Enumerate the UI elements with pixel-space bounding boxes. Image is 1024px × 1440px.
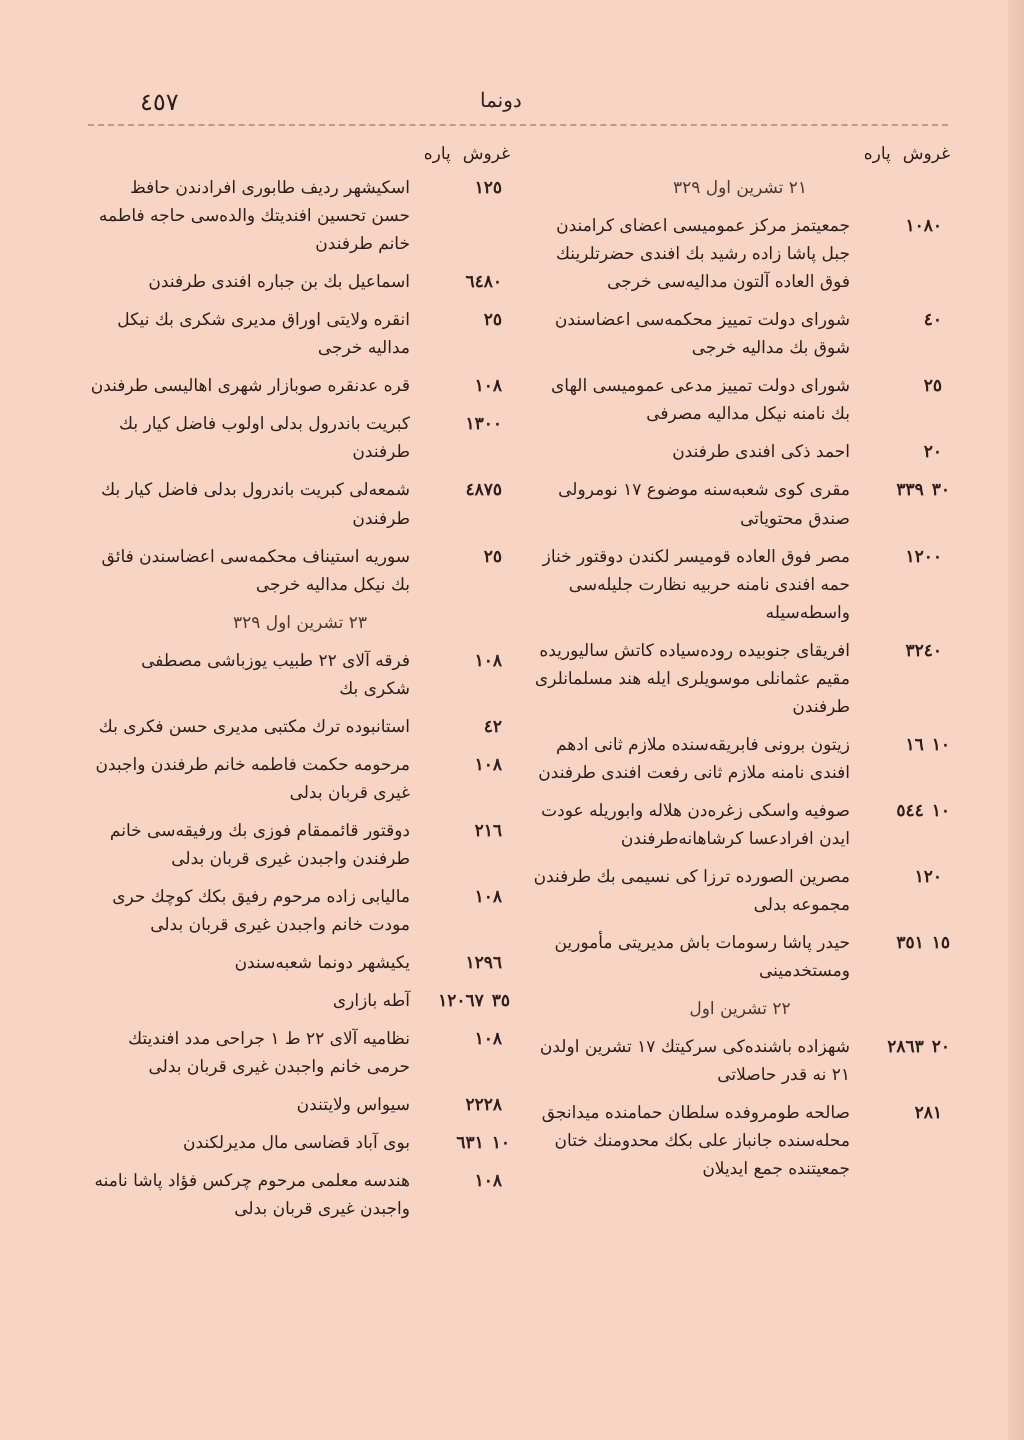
ledger-entry [90,1025,510,1081]
amount-cell [864,212,950,240]
amount-cell [424,647,510,675]
amount-cell [424,713,510,741]
entry-text: مقرى كوى شعبه‌سنه موضوع ١٧ نومرولى صندق محتوياتى [558,480,850,529]
entry-text: ماليابى زاده مرحوم رفيق بكك كوچك حرى مودت خانم واجبدن غيرى قربان بدلى [112,887,410,936]
entry-text: شمعه‌لى كبريت باندرول بدلى فاضل كيار بك طرفندن [101,480,410,529]
amount-cell [864,438,950,466]
amount-cell [864,476,950,504]
kurus-amount: ١٠٨ [474,650,502,671]
kurus-amount: ١٠٨٠ [905,216,942,237]
ledger-entry [90,647,510,703]
ledger-entry [90,1129,510,1157]
kurus-amount: ١٢٥ [474,178,502,199]
ledger-entry [90,949,510,977]
ledger-entry [530,476,950,532]
kurus-amount: ٢٥ [483,310,502,331]
amount-cell [424,1025,510,1053]
entry-text: اسكيشهر رديف طابورى افرادندن حافظ حسن تحسين افنديتك والده‌سى حاجه فاطمه خانم طرفندن [98,178,410,255]
entry-text: احمد ذكى افندى طرفندن [672,442,850,463]
kurus-amount: ١٠٨ [474,754,502,775]
kurus-amount: ٢٥ [923,376,942,397]
entry-text: صوفيه واسكى زغره‌دن هلاله وابوريله عودت ايدن افرادعسا كرشاهانه‌طرفندن [541,800,850,849]
para-header: پاره [863,144,891,164]
entry-text: يكيشهر دونما شعبه‌سندن [234,953,410,974]
ledger-entry [90,174,510,258]
entry-text: مصر فوق العاده قوميسر لكندن دوقتور خناز حمه افندى نامنه حربيه نظارت جليله‌سى واسطه‌سيله [542,546,850,623]
amount-cell [864,372,950,400]
kurus-amount: ٢٢٢٨ [465,1095,502,1116]
kurus-amount: ٤٨٧٥ [465,480,502,501]
kurus-amount: ٤٠ [923,310,942,331]
ledger-entry [530,731,950,787]
ledger-entry [530,372,950,428]
para-amount: ١٠ [931,734,950,755]
para-amount: ٣٥ [491,991,510,1012]
entry-text: انقره ولايتى اوراق مديرى شكرى بك نيكل مداليه خرجى [117,310,410,359]
entry-text: شوراى دولت تمييز مدعى عموميسى الهاى بك نامنه نيكل مداليه مصرفى [550,376,850,425]
kurus-amount: ١٠٨ [474,376,502,397]
kurus-amount: ٢٨٦٣ [887,1037,924,1058]
kurus-amount: ١٢٠٠ [905,546,942,567]
ledger-entry [530,212,950,296]
right-column [530,140,950,1420]
amount-cell [864,929,950,957]
kurus-amount: ٣٥١ [896,933,924,954]
amount-cell [424,543,510,571]
entry-text: بوى آباد قضاسى مال مديرلكندن [183,1133,410,1154]
para-header: پاره [423,144,451,164]
amount-cell [424,306,510,334]
para-amount: ١٥ [931,933,950,954]
amount-cell [424,751,510,779]
ledger-entry [90,306,510,362]
ledger-entry [90,817,510,873]
kurus-amount: ٦٤٨٠ [465,272,502,293]
kurus-amount: ٣٣٩ [896,480,924,501]
entry-text: آطه بازارى [332,991,410,1012]
entry-text: حيدر پاشا رسومات باش مديريتى مأمورين ومستخدمينى [554,933,850,982]
entry-text: دوقتور قائممقام فوزى بك ورفيقه‌سى خانم طرفندن واجبدن غيرى قربان بدلى [109,820,410,869]
amount-cell [424,987,510,1015]
ledger-entry [530,438,950,466]
kurus-amount: ١٠٨ [474,887,502,908]
ledger-entry [530,1099,950,1183]
running-title: دونما [480,88,522,112]
para-amount: ١٠ [491,1133,510,1154]
amount-cell [424,1129,510,1157]
kurus-amount: ٢٠ [923,442,942,463]
amount-cell [424,410,510,438]
header-divider [88,124,948,126]
kurus-amount: ٢٨١ [914,1103,942,1124]
left-column [90,140,510,1420]
entry-text: سيواس ولايتندن [296,1095,410,1116]
ledger-entry [530,929,950,985]
kurus-header: غروش [462,144,510,164]
entry-text: كبريت باندرول بدلى اولوب فاضل كيار بك طرفندن [119,414,410,463]
entry-text: قره عدنقره صوبازار شهرى اهاليسى طرفندن [90,376,410,397]
amount-cell [424,1167,510,1195]
entry-text: مصرين الصورده ترزا كى نسيمى بك طرفندن مجموعه بدلى [533,867,850,916]
kurus-header: غروش [902,144,950,164]
para-amount: ٣٠ [931,480,950,501]
amount-cell [424,949,510,977]
entry-text: نظاميه آلاى ٢٢ ط ١ جراحى مدد افنديتك حرمى خانم واجبدن غيرى قربان بدلى [128,1029,410,1078]
kurus-amount: ١٠٨ [474,1029,502,1050]
para-amount: ٢٠ [931,1037,950,1058]
entry-text: استانبوده ترك مكتبى مديرى حسن فكرى بك [98,716,410,737]
amount-cell [864,637,950,665]
entry-text: شهزاده باشنده‌كى سركيتك ١٧ تشرين اولدن ٢١ نه قدر حاصلاتى [539,1037,850,1086]
amount-cell [424,1091,510,1119]
ledger-entry [90,543,510,599]
ledger-entry [90,476,510,532]
entry-text: شوراى دولت تمييز محكمه‌سى اعضاسندن شوق بك مداليه خرجى [554,310,850,359]
entry-text: سوريه استيناف محكمه‌سى اعضاسندن فائق بك نيكل مداليه خرجى [101,546,410,595]
kurus-amount: ٤٢ [483,716,502,737]
entry-text: هندسه معلمى مرحوم چركس فؤاد پاشا نامنه واجبدن غيرى قربان بدلى [94,1171,410,1220]
ledger-entry [90,987,510,1015]
entry-text: فرقه آلاى ٢٢ طبيب يوزباشى مصطفى شكرى بك [141,650,410,699]
kurus-amount: ١٢٠٦٧ [438,991,484,1012]
ledger-entry [530,863,950,919]
para-amount: ١٠ [931,800,950,821]
entry-text: اسماعيل بك بن جباره افندى طرفندن [148,272,410,293]
entry-text: زيتون برونى فابريقه‌سنده ملازم ثانى ادهم افندى نامنه ملازم ثانى رفعت افندى طرفندن [538,734,850,783]
amount-cell [864,1033,950,1061]
kurus-amount: ٦٣١ [456,1133,484,1154]
date-line: ٢٢ تشرين اول [689,999,791,1020]
ledger-entry [530,797,950,853]
amount-cell [864,543,950,571]
kurus-amount: ١٢٩٦ [465,953,502,974]
ledger-entry [530,306,950,362]
column-headers [90,140,510,168]
amount-cell [424,372,510,400]
kurus-amount: ١٣٠٠ [465,414,502,435]
ledger-entry [90,883,510,939]
ledger-entry [90,1091,510,1119]
kurus-amount: ٢٥ [483,546,502,567]
ledger-entry [530,1033,950,1089]
date-line: ٢٣ تشرين اول ٣٢٩ [232,612,368,633]
page-number: ٤٥٧ [140,88,179,116]
amount-cell [864,731,950,759]
amount-cell [864,863,950,891]
page-edge [1008,0,1024,1440]
amount-cell [424,476,510,504]
ledger-entry [530,543,950,627]
amount-cell [424,268,510,296]
amount-cell [424,174,510,202]
kurus-amount: ٢١٦ [474,820,502,841]
ledger-entry [90,410,510,466]
ledger-entry [90,372,510,400]
entry-text: جمعيتمز مركز عموميسى اعضاى كرامندن جبل پاشا زاده رشيد بك افندى حضرتلرينك فوق العاده آلتون مداليه‌سى خرجى [555,216,850,293]
amount-cell [864,1099,950,1127]
amount-cell [864,797,950,825]
ledger-entry [90,713,510,741]
entry-text: افريقاى جنوبيده روده‌سياده كاتش ساليوريده مقيم عثمانلى موسويلرى ايله هند مسلمانلرى طرفندن [534,640,850,717]
kurus-amount: ٥٤٤ [896,800,924,821]
kurus-amount: ٣٢٤٠ [905,640,942,661]
kurus-amount: ١٠٨ [474,1171,502,1192]
ledger-entry [90,268,510,296]
page-header [120,80,940,120]
entry-text: مرحومه حكمت فاطمه خانم طرفندن واجبدن غيرى قربان بدلى [95,754,410,803]
column-headers [530,140,950,168]
kurus-amount: ١٢٠ [914,867,942,888]
ledger-entry [530,637,950,721]
ledger-entry [90,751,510,807]
entry-text: صالحه طومروفده سلطان حمامنده ميدانجق محله‌سنده جانباز على بكك محدومنك ختان جمعيتنده جمع ايديلان [541,1103,850,1180]
kurus-amount: ١٦ [905,734,924,755]
amount-cell [424,817,510,845]
ledger-entry [90,1167,510,1223]
amount-cell [424,883,510,911]
amount-cell [864,306,950,334]
date-line: ٢١ تشرين اول ٣٢٩ [672,178,808,199]
